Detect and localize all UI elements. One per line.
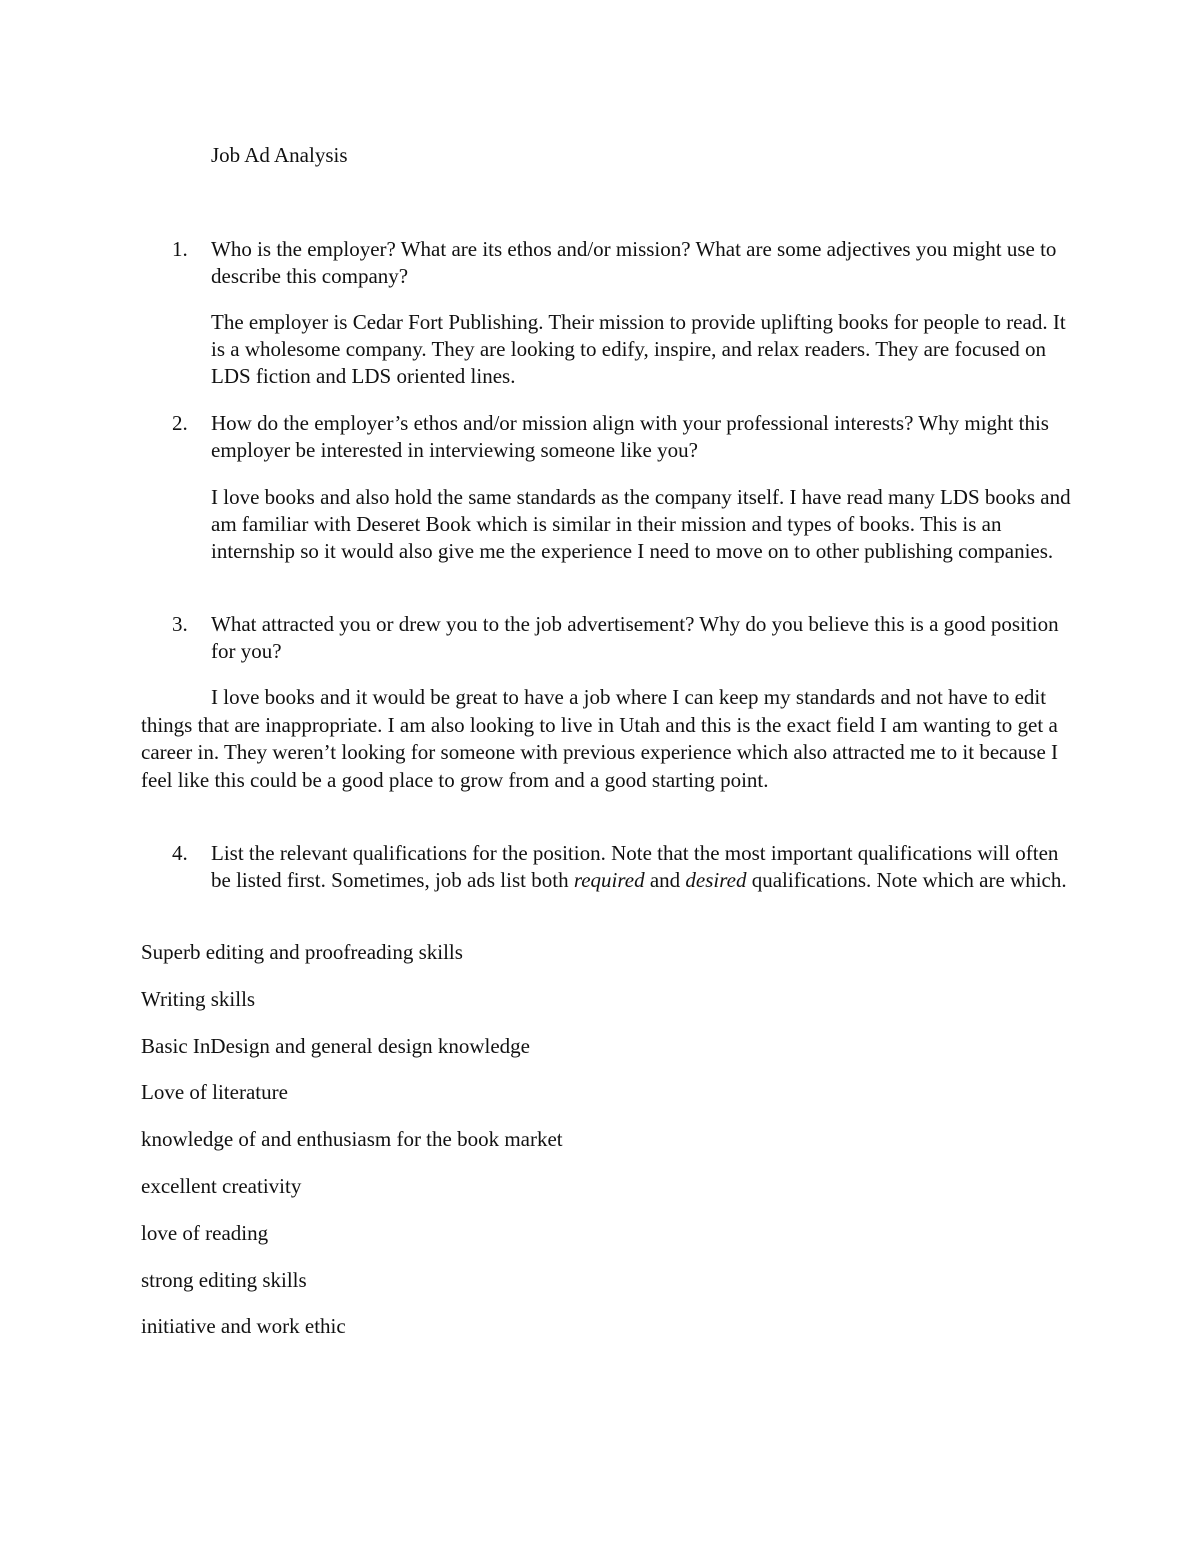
list-item: initiative and work ethic [141,1314,346,1339]
question-text-part: List the relevant qualifications for the position. Note that the most important qualifications will often be listed first. Sometimes, job ads list both [211,841,1059,892]
question-1 [172,236,1072,290]
question-text [211,840,1072,894]
question-2 [172,410,1072,464]
question-number: 3. [172,612,188,636]
answer-2: I love books and also hold the same standards as the company itself. I have read many LDS books and am familiar with Deseret Book which is similar in their mission and types of books. This is an internship so it would also give me the experience I need to move on to other publishing companies. [211,485,1071,563]
question-number: 4. [172,841,188,865]
list-item: excellent creativity [141,1173,302,1198]
qualifications-list [141,939,563,1360]
question-text-part: qualifications. Note which are which. [746,868,1067,892]
required-emphasis: required [573,868,645,892]
list-item: Writing skills [141,986,256,1011]
question-text: What attracted you or drew you to the job advertisement? Why do you believe this is a good position for you? [211,612,1059,663]
question-number: 1. [172,237,188,261]
answer-3: I love books and it would be great to have a job where I can keep my standards and not have to edit things that are inappropriate. I am also looking to live in Utah and this is the exact field I am wanting to get a career in. They weren’t looking for someone with previous experience which also attracted me to it because I feel like this could be a good place to grow from and a good starting point. [141,685,1059,792]
question-4 [172,840,1072,894]
question-text-part: and [644,868,686,892]
list-item: Love of literature [141,1080,288,1105]
answer-1: The employer is Cedar Fort Publishing. Their mission to provide uplifting books for people to read. It is a wholesome company. They are looking to edify, inspire, and relax readers. They are focused on LDS fiction and LDS oriented lines. [211,310,1066,388]
list-item: Superb editing and proofreading skills [141,940,463,964]
question-text: Who is the employer? What are its ethos and/or mission? What are some adjectives you might use to describe this company? [211,237,1057,288]
question-number: 2. [172,411,188,435]
list-item: Basic InDesign and general design knowledge [141,1033,530,1058]
question-3 [172,611,1072,665]
question-text: How do the employer’s ethos and/or mission align with your professional interests? Why might this employer be interested in interviewing someone like you? [211,411,1049,462]
document-title: Job Ad Analysis [211,143,348,167]
list-item: love of reading [141,1220,269,1245]
list-item: strong editing skills [141,1267,307,1292]
list-item: knowledge of and enthusiasm for the book market [141,1127,563,1152]
desired-emphasis: desired [685,868,747,892]
